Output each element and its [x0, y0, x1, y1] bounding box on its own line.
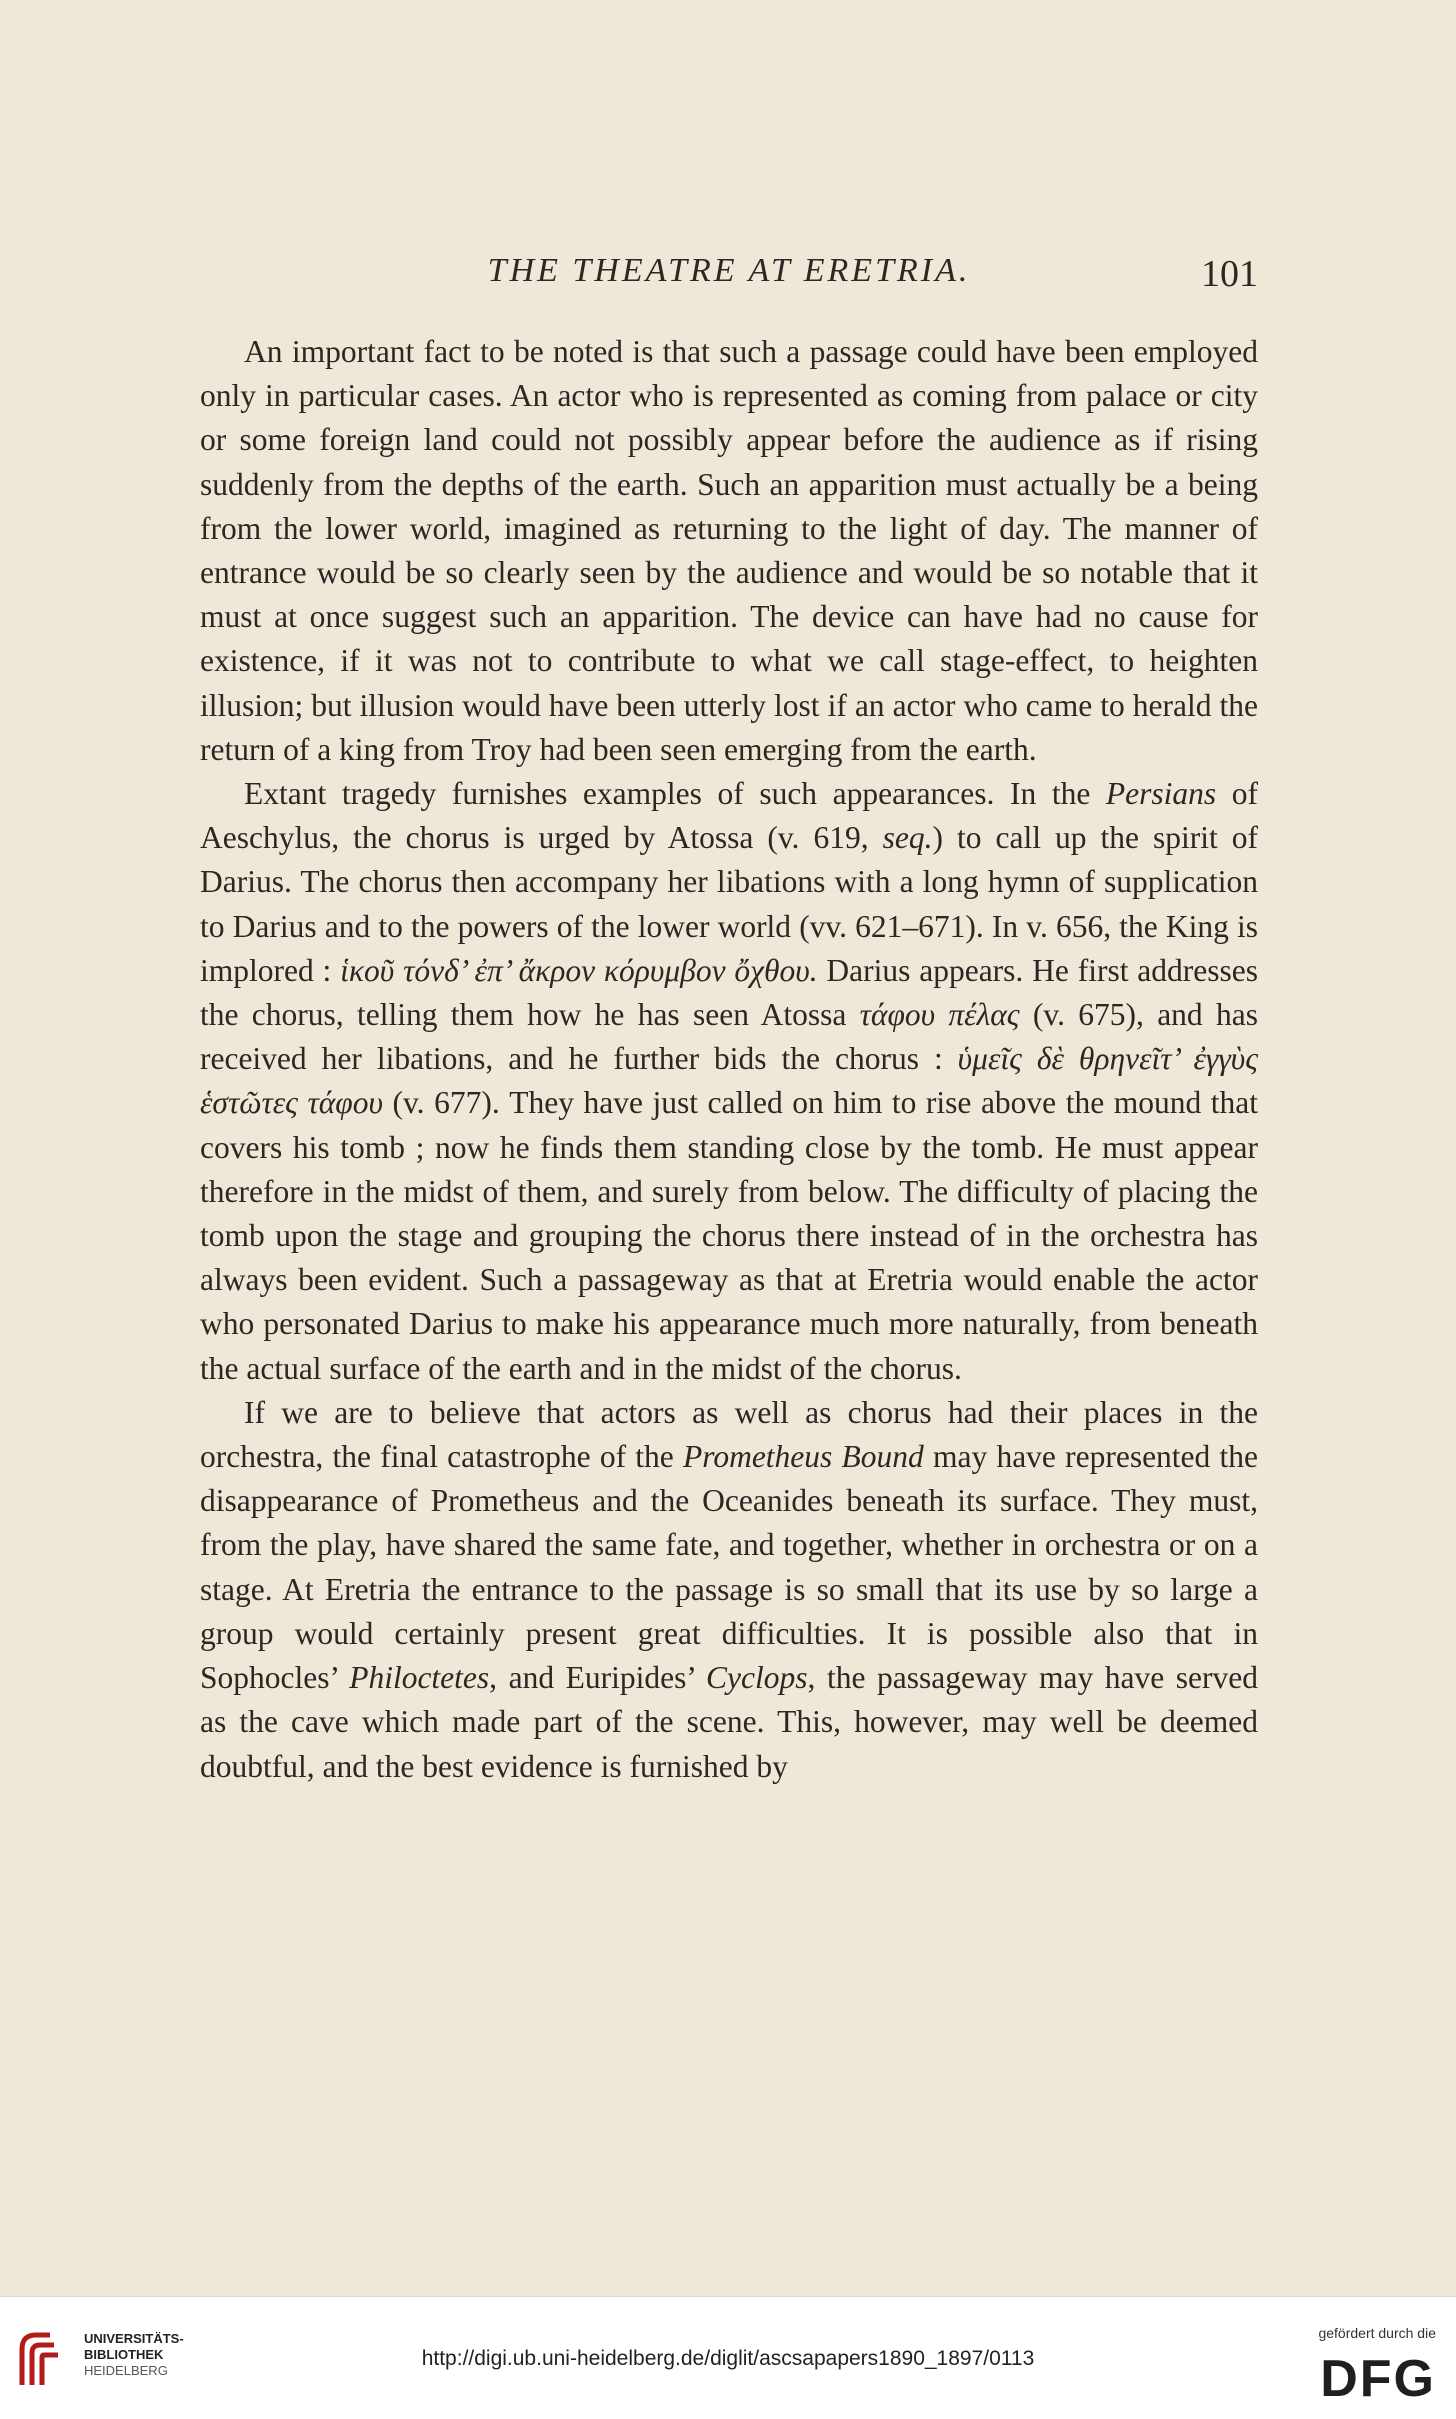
text-span: Extant tragedy furnishes examples of such appearances. In the [244, 776, 1106, 812]
work-title-philoctetes: Philoctetes [349, 1660, 490, 1696]
text-span: If we are to believe that actors as well as chorus had their places in the orchestra, the final catastrophe of the [200, 1394, 1258, 1475]
page-number: 101 [1201, 253, 1258, 295]
text-span: may have represented the disappearance of Prometheus and the Oceanides beneath its surface. They must, from the play, have shared the same fate, and together, whether in orchestra or on a stage. At Eretria the entrance to the passage is so small that its use by so large a group would certainly present great difficulties. It is possible also that in Sophocles’ [200, 1439, 1258, 1696]
page-header [200, 252, 1258, 302]
text-span: , and Euripides’ [489, 1660, 707, 1696]
greek-quote: ἱκοῦ τόνδ’ ἐπ’ ἄκρον κόρυμβον ὄχθου. [340, 952, 818, 988]
work-title-persians: Persians [1105, 776, 1217, 812]
text-span: , the passageway may have served as the cave which made part of the scene. This, however, may well be deemed doubtful, and the best evidence is furnished by [200, 1660, 1258, 1784]
permalink-url[interactable]: http://digi.ub.uni-heidelberg.de/diglit/ascsapapers1890_1897/0113 [421, 2347, 1035, 2370]
dfg-logo: DFG [1320, 2350, 1436, 2408]
greek-quote: ὑμεῖς δὲ θρηνεῖτ’ ἐγγὺς ἑστῶτες τάφου [200, 1041, 1258, 1121]
work-title-cyclops: Cyclops [706, 1660, 808, 1696]
digitization-footer [0, 2296, 1456, 2419]
greek-quote: τάφου πέλας [859, 997, 1020, 1033]
paragraph-3 [200, 1391, 1258, 1789]
running-title: THE THEATRE AT ERETRIA. [487, 252, 971, 289]
paragraph-1: An important fact to be noted is that such a passage could have been employed only in particular cases. An actor who is represented as coming from palace or city or some foreign land could not possibly appear before the audience as if rising suddenly from the depths of the earth. Such an apparition must actually be a being from the lower world, imagined as returning to the light of day. The manner of entrance would be so clearly seen by the audience and would be so notable that it must at once suggest such an apparition. The device can have had no cause for existence, if it was not to contribute to what we call stage-effect, to heighten illusion; but illusion would have been utterly lost if an actor who came to herald the return of a king from Troy had been seen emerging from the earth. [200, 334, 1258, 767]
text-span: (v. 677). They have just called on him to rise above the mound that covers his tomb ; now he finds them standing close by the tomb. He must appear therefore in the midst of them, and surely from below. The difficulty of placing the tomb upon the stage and grouping the chorus there instead of in the orchestra has always been evident. Such a passageway as that at Eretria would enable the actor who personated Darius to make his appearance much more naturally, from beneath the actual surface of the earth and in the midst of the chorus. [200, 1085, 1259, 1386]
work-title-prometheus: Prometheus Bound [683, 1439, 924, 1475]
funded-by-label: gefördert durch die [1318, 2325, 1436, 2341]
text-span: Darius appears. He first addresses the chorus, telling them how he has seen Atossa [200, 952, 1258, 1033]
abbreviation-seq: seq. [882, 820, 933, 856]
library-name-line: UNIVERSITÄTS- [84, 2331, 184, 2346]
paragraph-2 [200, 772, 1258, 1391]
text-span: of Aeschylus, the chorus is urged by Atossa (v. 619, [200, 776, 1259, 856]
text-span: ) to call up the spirit of Darius. The chorus then accompany her libations with a long hymn of supplication to Darius and to the powers of the lower world (vv. 621–671). In v. 656, the King is implored : [200, 820, 1259, 988]
library-name-line: BIBLIOTHEK [84, 2347, 164, 2362]
text-span: (v. 675), and has received her libations, and he further bids the chorus : [200, 997, 1258, 1077]
body-text [200, 330, 1258, 1789]
library-name-line: HEIDELBERG [84, 2363, 168, 2378]
